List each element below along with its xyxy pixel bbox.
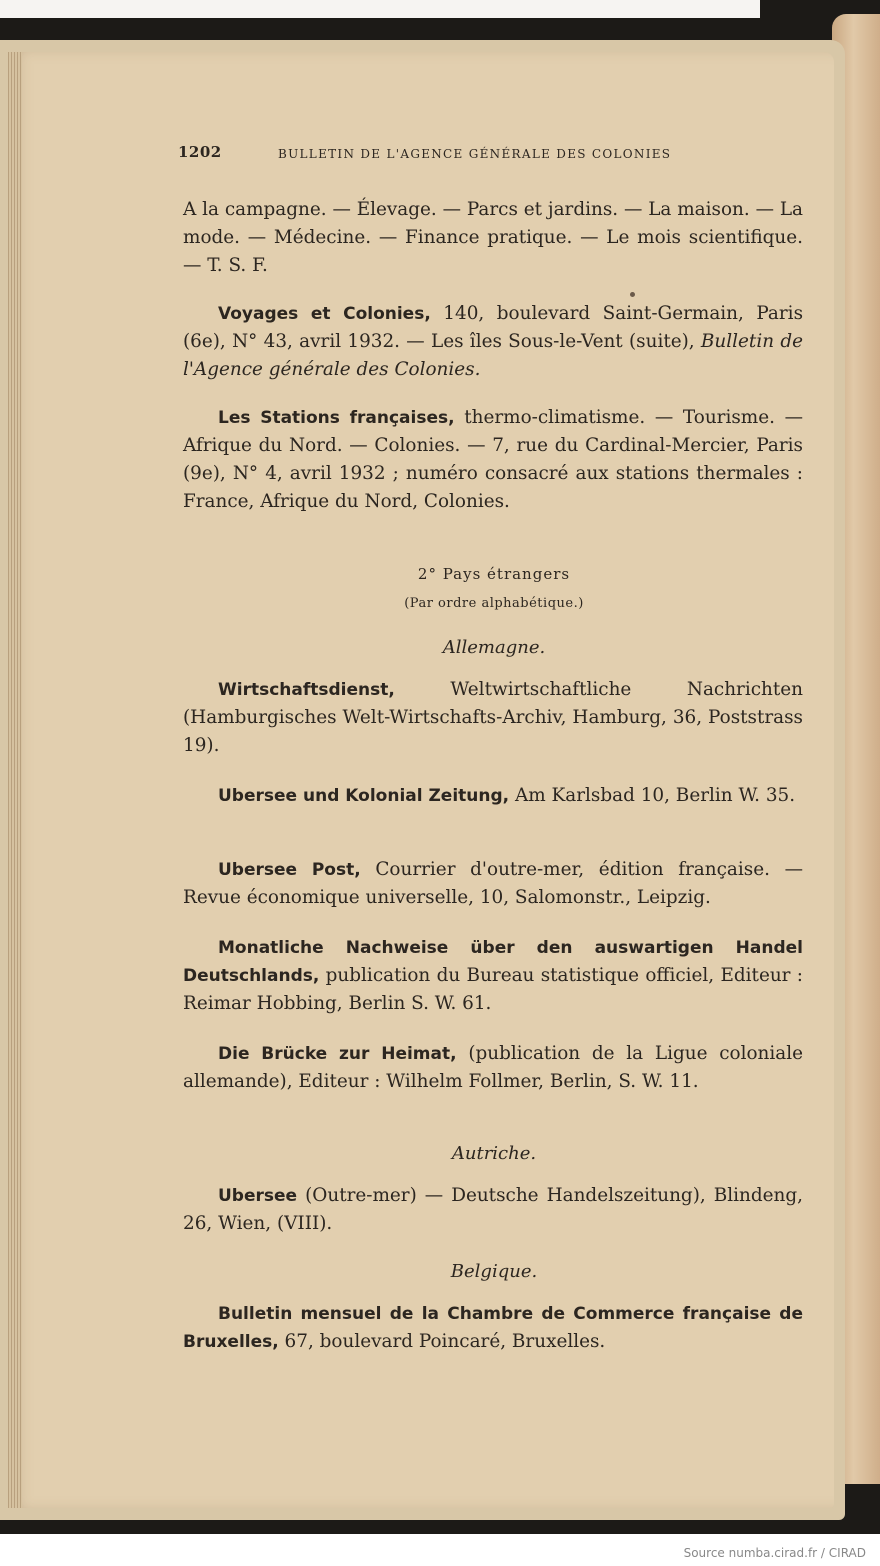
- section-subheading: (Par ordre alphabétique.): [404, 596, 584, 611]
- entry-italic: Bulletin de l'Agence générale des Colonies.: [183, 331, 803, 380]
- country-heading-allemagne: Allemagne.: [442, 637, 546, 658]
- entry-title: Wirtschaftsdienst,: [218, 680, 395, 700]
- entry-text: thermo-climatisme. — Tourisme. — Afrique du Nord. — Colonies. — 7, rue du Cardinal-Mercier, Paris (9e), N° 4, avril 1932 ; numéro consacré aux stations thermales : France, Afrique du Nord, Colonies.: [183, 407, 803, 512]
- page-gutter: [8, 52, 22, 1508]
- source-credit: Source numba.cirad.fr / CIRAD: [683, 1546, 866, 1560]
- entry-text: 67, boulevard Poincaré, Bruxelles.: [278, 1331, 606, 1352]
- entry-ubersee-post: [183, 856, 803, 912]
- page-number: 1202: [178, 143, 222, 161]
- country-heading-belgique: Belgique.: [450, 1261, 538, 1282]
- entry-wirtschaftsdienst: [183, 676, 803, 760]
- entry-die-brucke: [183, 1040, 803, 1096]
- entry-text: 140, boulevard Saint-Germain, Paris (6e), N° 43, avril 1932. — Les îles Sous-le-Vent (suite),: [183, 303, 804, 352]
- entry-title: Monatliche Nachweise über den auswartigen Handel Deutschlands,: [183, 938, 803, 986]
- entry-text: (publication de la Ligue coloniale allemande), Editeur : Wilhelm Follmer, Berlin, S. W. 11.: [183, 1043, 803, 1092]
- running-title: BULLETIN DE L'AGENCE GÉNÉRALE DES COLONIES: [278, 147, 672, 161]
- entry-title: Voyages et Colonies,: [218, 304, 431, 324]
- entry-title: Ubersee: [218, 1186, 298, 1206]
- entry-title: Bulletin mensuel de la Chambre de Commerce française de Bruxelles,: [183, 1304, 803, 1352]
- entry-bulletin-mensuel: [183, 1300, 803, 1356]
- running-header: [178, 138, 810, 160]
- entry-text: A la campagne. — Élevage. — Parcs et jardins. — La maison. — La mode. — Médecine. — Finance pratique. — Le mois scientifique. — T. S. F.: [183, 199, 803, 276]
- section-heading: 2° Pays étrangers: [417, 565, 571, 583]
- entry-ubersee-outre-mer: [183, 1182, 803, 1238]
- entry-monatliche-nachweise: [183, 934, 803, 1018]
- entry-text: Courrier d'outre-mer, édition française. — Revue économique universelle, 10, Salomonstr., Leipzig.: [183, 859, 804, 908]
- entry-title: Les Stations françaises,: [218, 408, 455, 428]
- entry-title: Die Brücke zur Heimat,: [218, 1044, 457, 1064]
- entry-stations-francaises: [183, 404, 803, 516]
- entry-continued: [183, 196, 803, 280]
- ink-spot: [630, 292, 635, 297]
- entry-title: Ubersee Post,: [218, 860, 361, 880]
- entry-text: Weltwirtschaftliche Nachrichten (Hamburgisches Welt-Wirtschafts-Archiv, Hamburg, 36, Poststrass 19).: [183, 679, 803, 756]
- entry-title: Ubersee und Kolonial Zeitung,: [218, 786, 510, 806]
- entry-voyages-et-colonies: [183, 300, 803, 384]
- scan-background: [0, 0, 760, 18]
- entry-text: Am Karlsbad 10, Berlin W. 35.: [509, 785, 796, 806]
- entry-ubersee-kolonial: [183, 782, 803, 810]
- entry-text: (Outre-mer) — Deutsche Handelszeitung), Blindeng, 26, Wien, (VIII).: [183, 1185, 803, 1234]
- country-heading-autriche: Autriche.: [451, 1143, 537, 1164]
- entry-text: publication du Bureau statistique officiel, Editeur : Reimar Hobbing, Berlin S. W. 61.: [183, 965, 803, 1014]
